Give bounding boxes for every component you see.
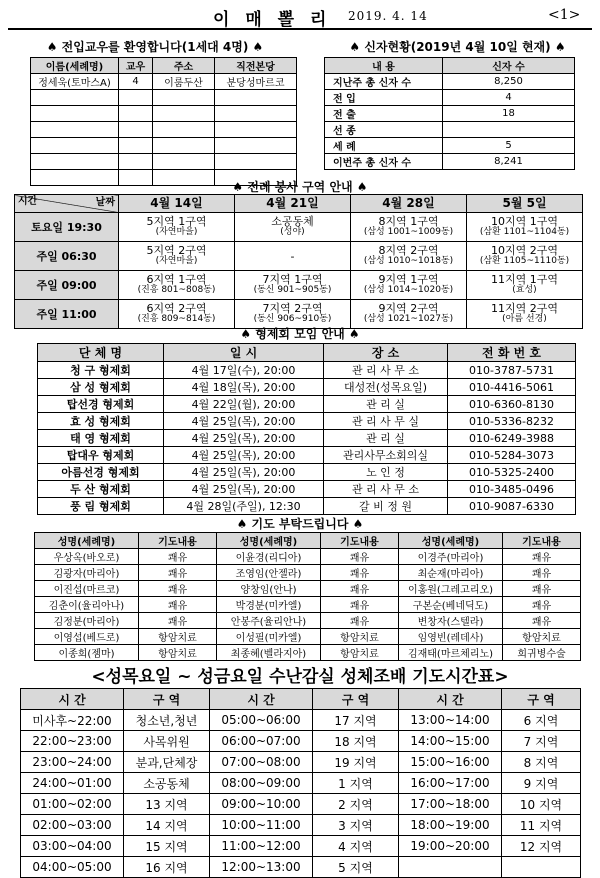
table-cell: 010-4416-5061 [448,379,576,396]
service-area-sub: (삼환 1105~1110동) [479,256,570,266]
status-value [443,122,575,138]
table-cell: 쾌유 [139,613,217,629]
service-time-cell: 주일 06:30 [15,242,119,271]
table-cell: 김춘이(율리아나) [35,597,139,613]
service-area-cell [351,213,467,242]
service-area-main: 9지역 2구역 [378,302,439,315]
table-row [21,731,581,752]
table-cell: 김정분(마리아) [35,613,139,629]
table-cell: 11 지역 [502,815,581,836]
service-date-cell: 5월 5일 [467,195,583,213]
table-cell: 항암치료 [503,629,581,645]
service-corner-cell [15,195,119,213]
service-area-sub: (아름 선경) [502,314,547,324]
table-row [15,213,583,242]
table-cell: 4월 25일(목), 20:00 [164,481,324,498]
table-cell: 4 지역 [313,836,399,857]
table-row [21,752,581,773]
table-cell: 2 지역 [313,794,399,815]
table-cell: 노 인 정 [324,464,448,481]
table-cell: 09:00~10:00 [210,794,313,815]
empty-cell [215,90,297,106]
table-cell: 이종희(젬마) [35,645,139,661]
status-value: 5 [443,138,575,154]
service-area-main: 6지역 2구역 [146,302,207,315]
table-cell [502,857,581,878]
status-value: 18 [443,106,575,122]
empty-cell [153,122,215,138]
welcome-header-row [31,58,297,74]
table-cell: 임영빈(레데사) [399,629,503,645]
table-row [31,138,297,154]
table-cell: 희귀병수술 [503,645,581,661]
table-cell: 쾌유 [139,565,217,581]
welcome-header-cell: 교우 [119,58,153,74]
table-cell: 13:00~14:00 [399,710,502,731]
service-area-sub: (삼성 1001~1009동) [363,227,454,237]
table-row [31,154,297,170]
table-cell: 이영섭(베드로) [35,629,139,645]
welcome-table [30,57,297,186]
empty-cell [153,90,215,106]
table-cell: 이홍원(그레고리오) [399,581,503,597]
table-cell: 19 지역 [313,752,399,773]
meeting-header-cell: 장 소 [324,344,448,362]
table-row [15,271,583,300]
empty-cell [153,106,215,122]
service-title: ♠ 전례 봉사 구역 안내 ♠ [232,180,368,194]
service-area-main: 5지역 2구역 [146,244,207,257]
empty-cell [119,154,153,170]
service-table [14,194,583,329]
service-date-cell: 4월 28일 [351,195,467,213]
service-area-sub: (삼성 1014~1020동) [363,285,454,295]
table-cell: 22:00~23:00 [21,731,124,752]
table-cell: 분당성마르코 [215,74,297,90]
adoration-header-cell: 시 간 [210,689,313,710]
adoration-header-cell: 구 역 [124,689,210,710]
table-cell: 관 리 사 무 소 [324,481,448,498]
service-area-sub: (자연마을) [155,227,198,237]
service-area-sub: (동신 901~905동) [253,285,332,295]
table-cell: 양창임(안나) [217,581,321,597]
table-row [35,549,581,565]
meeting-title: ♠ 형제회 모임 안내 ♠ [240,327,360,341]
service-area-sub: (자연마을) [155,256,198,266]
table-cell: 청 구 형제회 [38,362,164,379]
table-cell: 04:00~05:00 [21,857,124,878]
table-cell: 11:00~12:00 [210,836,313,857]
table-cell: 소공동체 [124,773,210,794]
service-area-sub: (진흥 809~814동) [137,314,216,324]
page-number: <1> [548,7,581,23]
table-row [38,481,576,498]
empty-cell [153,138,215,154]
table-row [35,613,581,629]
table-cell: 삼 성 형제회 [38,379,164,396]
table-cell: 16:00~17:00 [399,773,502,794]
table-cell: 관 리 사 무 실 [324,413,448,430]
table-cell: 우상옥(바오로) [35,549,139,565]
table-cell: 4월 25일(목), 20:00 [164,447,324,464]
table-cell: 5 지역 [313,857,399,878]
table-cell: 7 지역 [502,731,581,752]
table-row [31,122,297,138]
bulletin-title: 이 매 뽈 리 [213,10,332,30]
table-row [21,773,581,794]
status-label: 전 입 [325,90,443,106]
empty-cell [215,106,297,122]
status-title: ♠ 신자현황(2019년 4월 10일 현재) ♠ [349,40,566,54]
table-cell: 4월 25일(목), 20:00 [164,464,324,481]
empty-cell [119,90,153,106]
service-area-sub: (성야) [280,227,305,237]
status-table [324,57,575,170]
table-cell: 관 리 실 [324,430,448,447]
empty-cell [31,106,119,122]
table-cell: 쾌유 [139,597,217,613]
table-cell: 4 [119,74,153,90]
table-cell: 김재태(마르체리노) [399,645,503,661]
service-time-cell: 토요일 19:30 [15,213,119,242]
table-row [38,379,576,396]
welcome-header-cell: 직전본당 [215,58,297,74]
service-area-cell [467,213,583,242]
service-area-sub: (삼성 1010~1018동) [363,256,454,266]
status-label: 세 례 [325,138,443,154]
welcome-header-cell: 이름(세례명) [31,58,119,74]
table-cell: 18:00~19:00 [399,815,502,836]
service-area-cell [467,271,583,300]
table-cell: 항암치료 [321,645,399,661]
service-area-main: 8지역 2구역 [378,244,439,257]
table-cell: 12 지역 [502,836,581,857]
status-label: 지난주 총 신자 수 [325,74,443,90]
table-row [21,857,581,878]
service-area-main: 소공동체 [271,215,314,228]
table-cell: 19:00~20:00 [399,836,502,857]
service-date-cell: 4월 21일 [235,195,351,213]
table-row [38,362,576,379]
table-cell: 02:00~03:00 [21,815,124,836]
prayer-title: ♠ 기도 부탁드립니다 ♠ [236,517,364,531]
service-area-cell [119,242,235,271]
adoration-table [20,688,581,878]
welcome-title: ♠ 전입교우를 환영합니다(1세대 4명) ♠ [46,40,264,54]
service-area-main: 11지역 2구역 [491,302,558,315]
meeting-header-cell: 일 시 [164,344,324,362]
table-row [38,430,576,447]
table-cell: 010-5325-2400 [448,464,576,481]
status-header-cell: 신자 수 [443,58,575,74]
table-cell: 03:00~04:00 [21,836,124,857]
table-cell: 조영임(안젤라) [217,565,321,581]
table-cell: 17 지역 [313,710,399,731]
table-cell: 15 지역 [124,836,210,857]
table-cell: 쾌유 [321,597,399,613]
table-row [21,710,581,731]
table-row [21,794,581,815]
table-cell: 010-5336-8232 [448,413,576,430]
table-cell: 이성필(미카엘) [217,629,321,645]
table-cell: 태 영 형제회 [38,430,164,447]
meeting-header-row [38,344,576,362]
prayer-header-cell: 성명(세례명) [35,533,139,549]
table-cell: 4월 25일(목), 20:00 [164,430,324,447]
table-cell: 쾌유 [503,581,581,597]
table-row [38,447,576,464]
table-cell: 쾌유 [503,565,581,581]
table-cell: 청소년,청년 [124,710,210,731]
adoration-header-cell: 시 간 [399,689,502,710]
prayer-header-cell: 기도내용 [503,533,581,549]
table-cell: 17:00~18:00 [399,794,502,815]
table-cell: 010-6249-3988 [448,430,576,447]
service-area-main: 9지역 1구역 [378,273,439,286]
service-time-cell: 주일 11:00 [15,300,119,329]
service-area-cell [119,271,235,300]
table-cell: 항암치료 [139,645,217,661]
service-area-main: 8지역 1구역 [378,215,439,228]
service-area-main: 6지역 1구역 [146,273,207,286]
table-row [21,836,581,857]
service-area-sub: (동신 906~910동) [253,314,332,324]
table-cell: 1 지역 [313,773,399,794]
service-area-cell [119,213,235,242]
prayer-header-cell: 기도내용 [321,533,399,549]
meeting-table [37,343,576,515]
table-row [35,597,581,613]
table-cell: 항암치료 [321,629,399,645]
status-value: 8,241 [443,154,575,170]
table-cell: 24:00~01:00 [21,773,124,794]
status-header-row [325,58,575,74]
table-cell: 05:00~06:00 [210,710,313,731]
table-cell: 4월 28일(주일), 12:30 [164,498,324,515]
table-cell: 아름선경 형제회 [38,464,164,481]
table-cell: 탑대우 형제회 [38,447,164,464]
service-area-cell [351,242,467,271]
welcome-header-cell: 주소 [153,58,215,74]
empty-cell [119,122,153,138]
table-cell: 대성전(성목요일) [324,379,448,396]
corner-time-label: 시간 [18,196,38,207]
table-cell: 13 지역 [124,794,210,815]
table-row [325,138,575,154]
table-row [31,106,297,122]
service-area-sub: (효성) [512,285,537,295]
meeting-header-cell: 단 체 명 [38,344,164,362]
table-cell: 쾌유 [321,581,399,597]
table-cell: 풍 림 형제회 [38,498,164,515]
status-value: 4 [443,90,575,106]
table-row [325,74,575,90]
service-area-main: 7지역 1구역 [262,273,323,286]
table-row [325,106,575,122]
table-row [35,565,581,581]
table-cell: 두 산 형제회 [38,481,164,498]
table-cell: 쾌유 [321,613,399,629]
table-row [35,645,581,661]
service-area-cell [235,271,351,300]
table-row [35,581,581,597]
service-area-cell [467,242,583,271]
table-cell [399,857,502,878]
table-cell: 쾌유 [503,597,581,613]
table-cell: 쾌유 [139,549,217,565]
table-row [31,90,297,106]
adoration-header-cell: 구 역 [502,689,581,710]
service-header-row [15,195,583,213]
table-row [38,498,576,515]
table-cell: 23:00~24:00 [21,752,124,773]
table-row [325,154,575,170]
prayer-header-cell: 성명(세례명) [399,533,503,549]
empty-cell [31,138,119,154]
table-cell: 010-9087-6330 [448,498,576,515]
service-date-cell: 4월 14일 [119,195,235,213]
service-area-main: 10지역 2구역 [491,244,558,257]
empty-cell [31,122,119,138]
table-cell: 18 지역 [313,731,399,752]
table-cell: 사목위원 [124,731,210,752]
table-cell: 15:00~16:00 [399,752,502,773]
table-row [21,815,581,836]
table-row [325,90,575,106]
table-cell: 쾌유 [321,565,399,581]
table-cell: 탑선경 형제회 [38,396,164,413]
table-row [38,413,576,430]
service-time-cell: 주일 09:00 [15,271,119,300]
prayer-table [34,532,581,661]
table-cell: 쾌유 [139,581,217,597]
table-cell: 박경분(미카엘) [217,597,321,613]
table-cell: 효 성 형제회 [38,413,164,430]
table-cell: 4월 22일(월), 20:00 [164,396,324,413]
table-cell: 3 지역 [313,815,399,836]
corner-date-label: 날짜 [95,197,115,208]
adoration-header-cell: 시 간 [21,689,124,710]
page-header [8,4,592,30]
empty-cell [153,154,215,170]
service-area-main: - [290,249,295,263]
table-cell: 변창자(스텔라) [399,613,503,629]
table-cell: 16 지역 [124,857,210,878]
table-cell: 구본순(베네딕도) [399,597,503,613]
status-label: 선 종 [325,122,443,138]
table-cell: 관리사무소회의실 [324,447,448,464]
table-cell: 12:00~13:00 [210,857,313,878]
table-row [31,74,297,90]
table-cell: 이윤경(리디아) [217,549,321,565]
meeting-header-cell: 전 화 번 호 [448,344,576,362]
service-area-sub: (진흥 801~808동) [137,285,216,295]
service-area-main: 11지역 1구역 [491,273,558,286]
table-cell: 4월 18일(목), 20:00 [164,379,324,396]
service-area-cell [351,271,467,300]
service-area-cell [235,213,351,242]
table-cell: 06:00~07:00 [210,731,313,752]
table-cell: 14 지역 [124,815,210,836]
table-cell: 미사후~22:00 [21,710,124,731]
table-row [38,464,576,481]
table-cell: 010-6360-8130 [448,396,576,413]
table-cell: 정세욱(토마스A) [31,74,119,90]
table-cell: 10 지역 [502,794,581,815]
table-cell: 관 리 실 [324,396,448,413]
empty-cell [31,90,119,106]
table-cell: 010-3787-5731 [448,362,576,379]
table-cell: 07:00~08:00 [210,752,313,773]
empty-cell [215,138,297,154]
table-cell: 8 지역 [502,752,581,773]
prayer-header-cell: 기도내용 [139,533,217,549]
service-area-cell [235,242,351,271]
table-cell: 9 지역 [502,773,581,794]
service-area-sub: (삼환 1101~1104동) [479,227,570,237]
service-area-main: 5지역 1구역 [146,215,207,228]
table-cell: 01:00~02:00 [21,794,124,815]
table-cell: 08:00~09:00 [210,773,313,794]
adoration-header-row [21,689,581,710]
status-header-cell: 내 용 [325,58,443,74]
table-cell: 4월 17일(수), 20:00 [164,362,324,379]
table-cell: 최순재(마리아) [399,565,503,581]
table-cell: 최종혜(벨라지아) [217,645,321,661]
table-row [325,122,575,138]
empty-cell [31,154,119,170]
table-cell: 14:00~15:00 [399,731,502,752]
table-cell: 010-5284-3073 [448,447,576,464]
table-row [15,242,583,271]
table-row [38,396,576,413]
bulletin-date: 2019. 4. 14 [348,9,428,23]
table-cell: 김광자(마리아) [35,565,139,581]
service-area-main: 10지역 1구역 [491,215,558,228]
empty-cell [119,138,153,154]
table-cell: 이경주(마리아) [399,549,503,565]
status-value: 8,250 [443,74,575,90]
empty-cell [119,106,153,122]
prayer-header-cell: 성명(세례명) [217,533,321,549]
service-area-sub: (삼성 1021~1027동) [363,314,454,324]
table-cell: 쾌유 [503,549,581,565]
service-area-main: 7지역 2구역 [262,302,323,315]
table-cell: 6 지역 [502,710,581,731]
table-row [35,629,581,645]
table-cell: 4월 25일(목), 20:00 [164,413,324,430]
status-label: 전 출 [325,106,443,122]
table-cell: 이진섭(마르코) [35,581,139,597]
table-cell: 10:00~11:00 [210,815,313,836]
table-cell: 관 리 사 무 소 [324,362,448,379]
empty-cell [215,122,297,138]
status-label: 이번주 총 신자 수 [325,154,443,170]
table-cell: 쾌유 [321,549,399,565]
table-cell: 갈 비 정 원 [324,498,448,515]
empty-cell [215,154,297,170]
table-cell: 이룸두산 [153,74,215,90]
table-cell: 항암치료 [139,629,217,645]
adoration-header-cell: 구 역 [313,689,399,710]
prayer-header-row [35,533,581,549]
table-cell: 분과,단체장 [124,752,210,773]
table-cell: 안봉주(율리안나) [217,613,321,629]
table-cell: 쾌유 [503,613,581,629]
table-cell: 010-3485-0496 [448,481,576,498]
adoration-title: <성목요일 ~ 성금요일 수난감실 성체조배 기도시간표> [91,667,509,687]
